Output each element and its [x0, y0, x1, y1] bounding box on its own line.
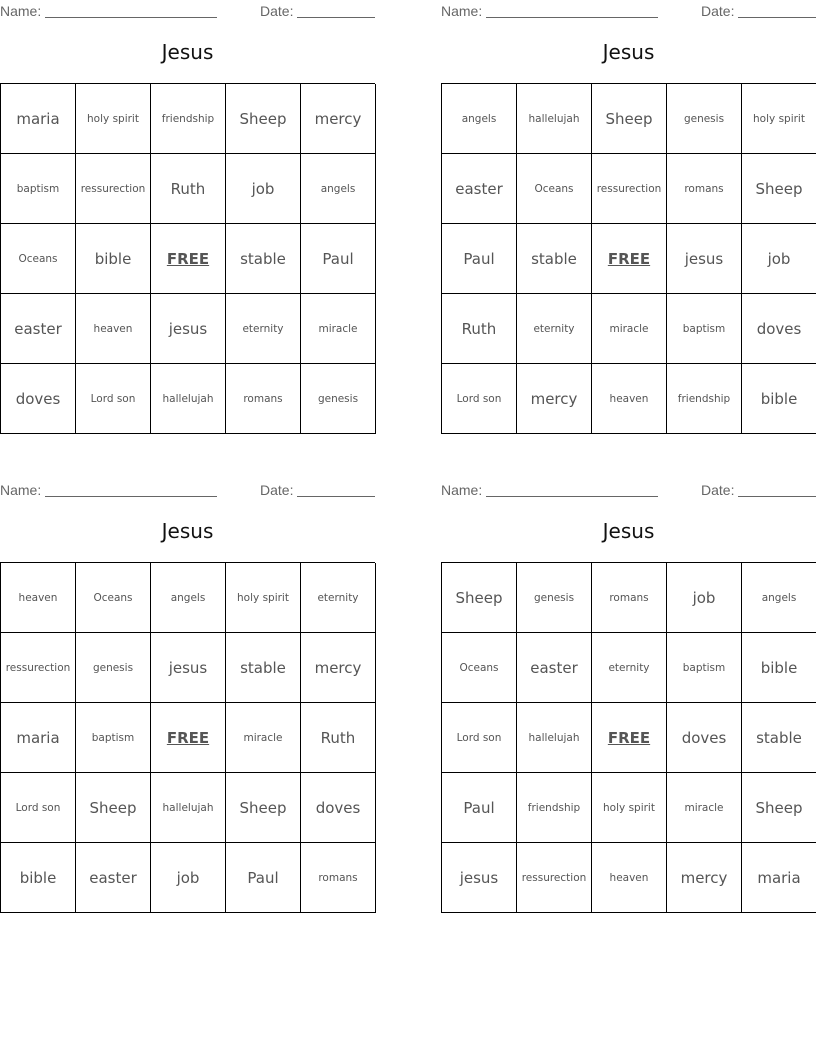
- bingo-cell: ressurection: [1, 633, 76, 703]
- bingo-cell: Sheep: [442, 563, 517, 633]
- card-header: [441, 482, 816, 498]
- bingo-cell: romans: [301, 843, 376, 913]
- bingo-cell: bible: [1, 843, 76, 913]
- card-title: Jesus: [161, 40, 214, 64]
- name-line: [486, 17, 658, 18]
- name-label: Name:: [0, 3, 42, 19]
- date-label: Date:: [701, 482, 735, 498]
- bingo-grid: [0, 562, 375, 913]
- bingo-cell: friendship: [151, 84, 226, 154]
- bingo-cell: miracle: [301, 294, 376, 364]
- bingo-grid: [0, 83, 375, 434]
- bingo-cell: Ruth: [442, 294, 517, 364]
- date-line: [738, 496, 816, 497]
- date-label: Date:: [260, 482, 294, 498]
- bingo-cell: genesis: [76, 633, 151, 703]
- bingo-card-1: [0, 0, 375, 434]
- bingo-cell: doves: [1, 364, 76, 434]
- bingo-cell: mercy: [301, 84, 376, 154]
- bingo-cell: ressurection: [76, 154, 151, 224]
- name-line: [45, 17, 217, 18]
- bingo-cell: maria: [1, 703, 76, 773]
- bingo-cell: jesus: [667, 224, 742, 294]
- bingo-cell: job: [226, 154, 301, 224]
- bingo-cell: jesus: [151, 633, 226, 703]
- bingo-cell: Sheep: [592, 84, 667, 154]
- bingo-cell: doves: [742, 294, 816, 364]
- bingo-cell: friendship: [517, 773, 592, 843]
- bingo-card-2: [441, 0, 816, 434]
- bingo-cell: friendship: [667, 364, 742, 434]
- bingo-cell: romans: [226, 364, 301, 434]
- bingo-cell: romans: [592, 563, 667, 633]
- bingo-grid: [441, 562, 816, 913]
- date-line: [297, 496, 375, 497]
- bingo-cell: holy spirit: [742, 84, 816, 154]
- bingo-cell: genesis: [517, 563, 592, 633]
- bingo-cell: angels: [442, 84, 517, 154]
- card-title: Jesus: [602, 519, 655, 543]
- free-space-cell: FREE: [592, 224, 667, 294]
- free-space-cell: FREE: [151, 224, 226, 294]
- bingo-cell: heaven: [1, 563, 76, 633]
- bingo-cell: Paul: [301, 224, 376, 294]
- bingo-cell: bible: [742, 364, 816, 434]
- bingo-cell: easter: [76, 843, 151, 913]
- bingo-cell: eternity: [301, 563, 376, 633]
- bingo-cell: Lord son: [442, 364, 517, 434]
- bingo-cell: romans: [667, 154, 742, 224]
- bingo-cell: Ruth: [301, 703, 376, 773]
- bingo-cell: baptism: [667, 294, 742, 364]
- bingo-cell: job: [742, 224, 816, 294]
- bingo-cell: miracle: [592, 294, 667, 364]
- bingo-cell: job: [151, 843, 226, 913]
- name-label: Name:: [0, 482, 42, 498]
- bingo-cell: Sheep: [76, 773, 151, 843]
- bingo-cell: ressurection: [592, 154, 667, 224]
- name-line: [45, 496, 217, 497]
- bingo-cell: miracle: [226, 703, 301, 773]
- bingo-cell: ressurection: [517, 843, 592, 913]
- bingo-grid: [441, 83, 816, 434]
- bingo-cell: baptism: [1, 154, 76, 224]
- bingo-cell: easter: [442, 154, 517, 224]
- bingo-cell: Oceans: [517, 154, 592, 224]
- bingo-card-4: [441, 479, 816, 913]
- bingo-cell: heaven: [592, 364, 667, 434]
- name-line: [486, 496, 658, 497]
- bingo-cell: Lord son: [1, 773, 76, 843]
- date-line: [738, 17, 816, 18]
- bingo-cell: heaven: [592, 843, 667, 913]
- bingo-cell: hallelujah: [517, 84, 592, 154]
- bingo-cell: bible: [742, 633, 816, 703]
- bingo-cell: miracle: [667, 773, 742, 843]
- bingo-cell: Oceans: [442, 633, 517, 703]
- bingo-cell: doves: [667, 703, 742, 773]
- bingo-cell: baptism: [667, 633, 742, 703]
- bingo-cell: eternity: [517, 294, 592, 364]
- bingo-cell: stable: [517, 224, 592, 294]
- bingo-cell: baptism: [76, 703, 151, 773]
- bingo-cell: easter: [517, 633, 592, 703]
- card-header: [0, 3, 375, 19]
- bingo-cell: doves: [301, 773, 376, 843]
- bingo-cell: Sheep: [226, 773, 301, 843]
- card-header: [0, 482, 375, 498]
- free-space-cell: FREE: [151, 703, 226, 773]
- bingo-cell: stable: [226, 633, 301, 703]
- name-label: Name:: [441, 3, 483, 19]
- bingo-cell: genesis: [301, 364, 376, 434]
- bingo-cell: genesis: [667, 84, 742, 154]
- bingo-cell: eternity: [226, 294, 301, 364]
- date-label: Date:: [701, 3, 735, 19]
- bingo-cell: hallelujah: [151, 773, 226, 843]
- bingo-cell: Paul: [442, 773, 517, 843]
- bingo-cell: mercy: [517, 364, 592, 434]
- bingo-cell: Paul: [442, 224, 517, 294]
- bingo-cell: Paul: [226, 843, 301, 913]
- bingo-cell: maria: [1, 84, 76, 154]
- bingo-cell: holy spirit: [592, 773, 667, 843]
- bingo-cell: Oceans: [76, 563, 151, 633]
- bingo-cell: easter: [1, 294, 76, 364]
- bingo-cell: angels: [151, 563, 226, 633]
- bingo-cell: mercy: [667, 843, 742, 913]
- bingo-cell: eternity: [592, 633, 667, 703]
- bingo-cell: maria: [742, 843, 816, 913]
- free-space-cell: FREE: [592, 703, 667, 773]
- bingo-cell: hallelujah: [151, 364, 226, 434]
- bingo-cell: Lord son: [442, 703, 517, 773]
- bingo-cell: Lord son: [76, 364, 151, 434]
- bingo-cell: heaven: [76, 294, 151, 364]
- card-header: [441, 3, 816, 19]
- bingo-cell: Sheep: [742, 773, 816, 843]
- date-line: [297, 17, 375, 18]
- bingo-cell: stable: [742, 703, 816, 773]
- card-title: Jesus: [161, 519, 214, 543]
- bingo-cell: Sheep: [226, 84, 301, 154]
- bingo-cell: stable: [226, 224, 301, 294]
- bingo-cell: job: [667, 563, 742, 633]
- bingo-cell: holy spirit: [76, 84, 151, 154]
- bingo-cell: Ruth: [151, 154, 226, 224]
- name-label: Name:: [441, 482, 483, 498]
- bingo-cell: bible: [76, 224, 151, 294]
- bingo-card-3: [0, 479, 375, 913]
- card-title: Jesus: [602, 40, 655, 64]
- bingo-cell: mercy: [301, 633, 376, 703]
- bingo-cell: jesus: [442, 843, 517, 913]
- bingo-cell: holy spirit: [226, 563, 301, 633]
- date-label: Date:: [260, 3, 294, 19]
- bingo-cell: hallelujah: [517, 703, 592, 773]
- bingo-cell: angels: [742, 563, 816, 633]
- bingo-cell: jesus: [151, 294, 226, 364]
- bingo-cell: angels: [301, 154, 376, 224]
- bingo-cell: Sheep: [742, 154, 816, 224]
- bingo-cell: Oceans: [1, 224, 76, 294]
